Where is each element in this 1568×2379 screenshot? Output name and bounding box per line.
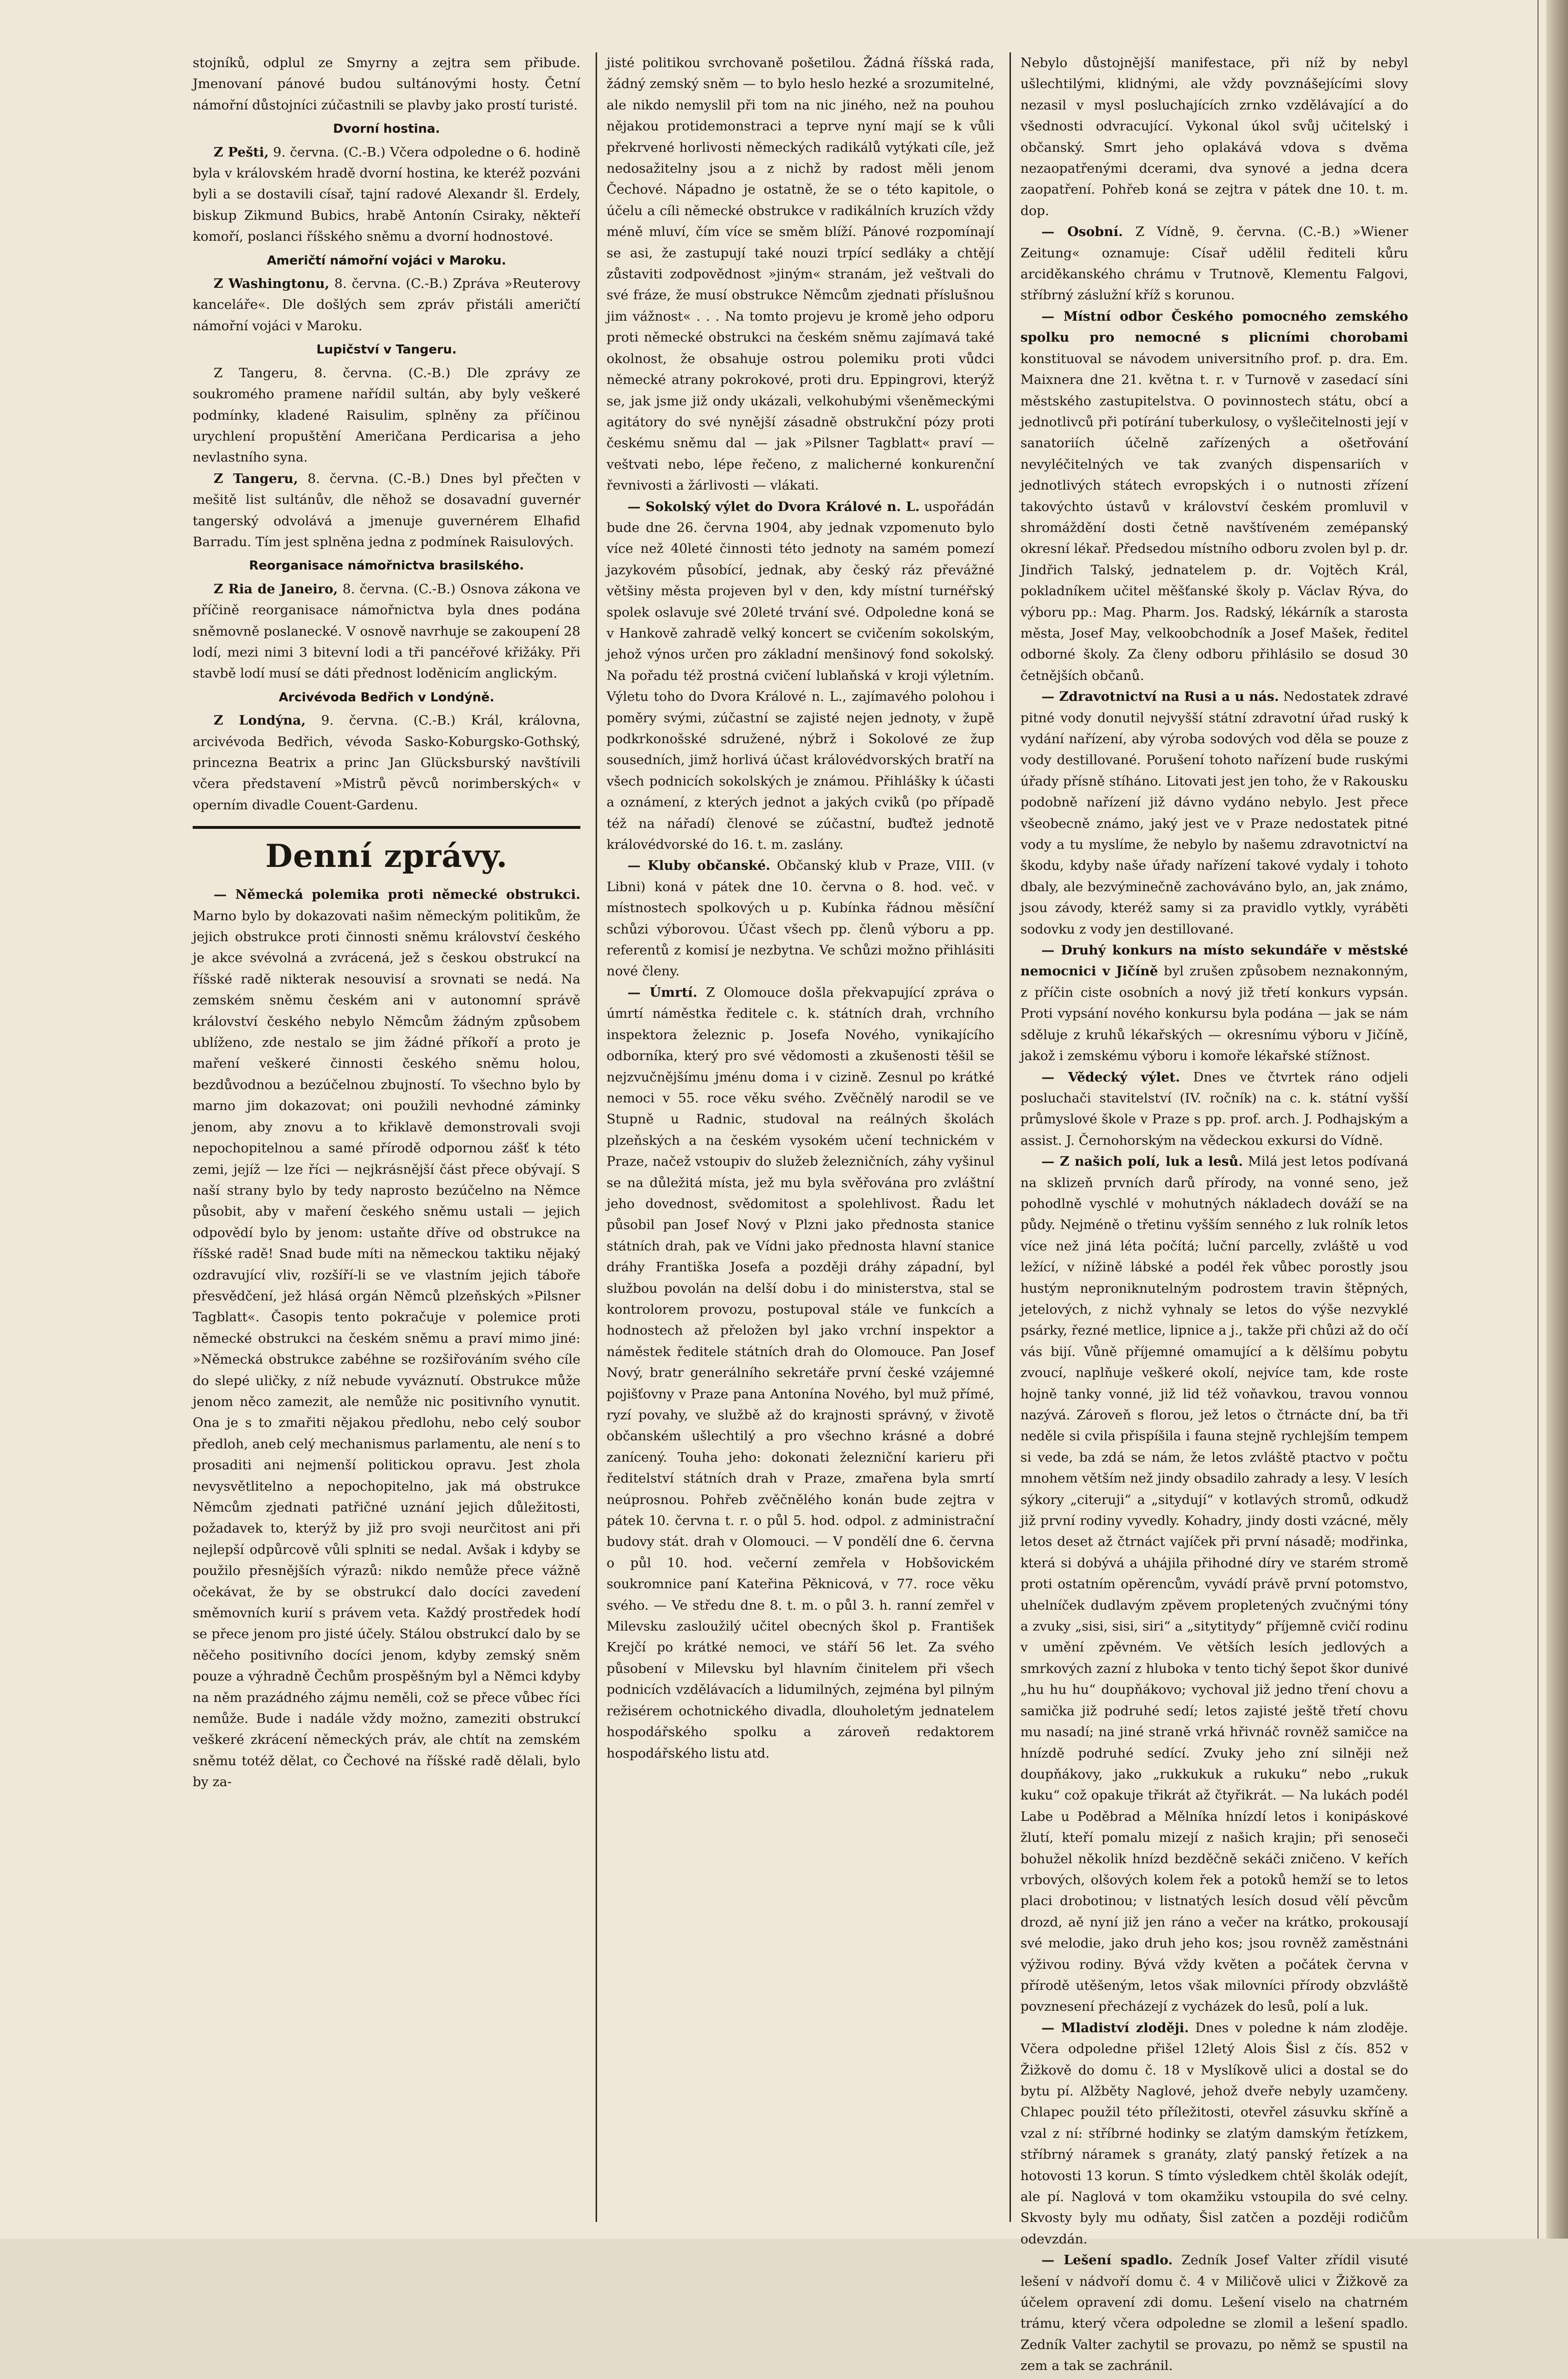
article-text: uspořádán bude dne 26. června 1904, aby jednak vzpomenuto bylo více než 40leté činnosti této jednoty na samém pomezí jazykovém působící, jednak, aby český ráz převážné většiny města projeven byl v den, kdy místní turnéřský spolek oslavuje své 20leté trvání své. Odpoledne koná se v Hankově zahradě velký koncert se cvičením sokolským, jehož výnos určen pro základní menšinový fond sokolský. Na pořadu též prostná cvičení lublaňská v kroji výletním. Výletu toho do Dvora Králové n. L., zajímavého polohou i poměry svými, zúčastní se zajisté nejen jednoty, v župě podkrkonošské sdružené, nýbrž i Sokolové ze žup sousedních, jimž horlivá účast královédvorských bratří na všech podnicích sokolských je známou. Přihlášky k účasti a oznámení, z kterých jednot a jakých cviků (po případě též na nářadí) členové se zúčastní, buďtež jednotě královédvorské do 16. t. m. zaslány. [607, 499, 994, 853]
column-rule [596, 52, 597, 2222]
article-lead: — Osobní. [1041, 224, 1123, 240]
article-lead: — Zdravotnictví na Rusi a u nás. [1041, 689, 1279, 705]
article-sokolsky-vylet [607, 496, 994, 855]
article-text: Z Olomouce došla překvapující zpráva o úmrtí náměstka ředitele c. k. státních drah, vrchního inspektora železnic p. Josefa Nového, vynikajícího odborníka, který pro své vědomosti a zkušenosti těšil se nejzvučnějšímu jménu doma i v cizině. Zesnul po krátké nemoci v 55. roce věku svého. Zvěčnělý narodil se ve Stupně u Radnic, studoval na reálných školách plzeňských a na českém vysokém učení technickém v Praze, načež vstoupiv do služeb železničních, záhy vyšinul se na důležitá místa, jež mu byla svěřována pro zvláštní jeho dovednost, svědomitost a spolehlivost. Řadu let působil pan Josef Nový v Plzni jako přednosta stanice státních drah, pak ve Vídni jako přednosta hlavní stanice dráhy Františka Josefa a později dráhy západní, byl službou povolán na delší dobu i do ministerstva, stal se kontrolorem provozu, postupoval stále ve funkcích a hodnostech až přeložen byl jako vrchní inspektor a náměstek ředitele státních drah do Olomouce. Pan Josef Nový, bratr generálního sekretáře první české vzájemné pojišťovny v Praze pana Antonína Nového, byl muž přímé, ryzí povahy, ve službě až do krajnosti správný, v životě občanském ušlechtilý a pro všechno krásné a dobré zanícený. Touha jeho: dokonati železniční karieru při ředitelství státních drah v Praze, zmařena byla smrtí neúprosnou. Pohřeb zvěčnělého konán bude zejtra v pátek 10. června t. r. o půl 5. hod. odpol. z administrační budovy stát. drah v Olomouci. — V pondělí dne 6. června o půl 10. hod. večerní zemřela v Hobšovickém soukromnice paní Kateřina Pěknicová, v 77. roce věku svého. — Ve středu dne 8. t. m. o půl 3. h. ranní zemřel v Milevsku zasloužilý učitel obecných škol p. František Krejčí po krátké nemoci, ve stáří 56 let. Za svého působení v Milevsku byl hlavním činitelem při všech podnicích vzdělávacích a lidumilných, zejména byl pilným režisérem ochotnického divadla, dlouholetým jednatelem hospodářského spolku a zároveň redaktorem hospodářského listu atd. [607, 984, 994, 1761]
article-kluby-obcanske [607, 855, 994, 982]
article-hosik-shozen [1020, 2377, 1408, 2379]
article-pest [193, 142, 580, 247]
article-text: Občanský klub v Praze, VIII. (v Libni) koná v pátek dne 10. června o 8. hod. več. v místnostech spolkových u p. Kubínka řádnou měsíční schůzi výborovou. Účast všech pp. členů výboru a pp. referentů z komisí je nezbytna. Ve schůzi možno přihlásiti nové členy. [607, 858, 994, 979]
dateline: Z Washingtonu, [214, 276, 330, 292]
article-mladistvi-zlodeji [1020, 2017, 1408, 2250]
article-umrti [607, 982, 994, 1764]
article-text: konstituoval se návodem universitního prof. p. dra. Em. Maixnera dne 21. května t. r. v Turnově v zasedací síni městského zastupitelstva. O povinnostech státu, obcí a jednotlivců při potírání tuberkulosy, o vyšlečitelnosti její v sanatoriích účelně zařízených a ošetřování nevyléčitelných ve tak zvaných dispensariích v jednotlivých státech evropských i o nutnosti zřízení takovýchto ústavů v království českém promluvil v shromáždění dosti četně navštíveném zemépanský okresní lékař. Předsedou místního odboru zvolen byl p. dr. Jindřich Talský, jednatelem p. dr. Vojtěch Král, pokladníkem učitel měšťanské školy p. Václav Rýva, do výboru pp.: Mag. Pharm. Jos. Radský, lékárník a starosta města, Josef May, velkoobchodník a Josef Mašek, ředitel odborné školy. Za členy odboru přihlásilo se dosud 30 četnějších občanů. [1020, 351, 1408, 683]
article-nemecka-polemika [193, 884, 580, 1792]
article-text: 8. června. (C.-B.) Zpráva »Reuterovy kanceláře«. Dle došlých sem zpráv přistáli američtí námořní vojáci v Maroku. [193, 276, 581, 334]
dateline: Z Londýna, [214, 713, 306, 728]
headline-reorganisace: Reorganisace námořnictva brasilského. [249, 559, 524, 573]
article-text: Milá jest letos podívaná na sklizeň prvních darů přírody, na vonné seno, jež pohodlně vyschlé v mohutných nákladech dováží se na půdy. Nejméně o třetinu vyšším senného z luk rolník letos více než jiná léta počítá; luční parcelly, zvláště u vod ležící, v nížině lábské a podél řek vůbec porostly jsou hustým neproniknutelným podrostem travin štěpných, jetelových, z nichž vyhnaly se letos do výše nezvyklé psárky, řezné metlice, lipnice a j., takže při chůzi až do očí vás bijí. Vůně příjemné omamující a k dělšímu pobytu zvoucí, naplňuje veškeré okolí, nejvíce tam, kde roste hojně tanky vonné, již lid též voňavkou, travou vonnou nazývá. Zároveň s florou, jež letos o čtrnácte dní, ba tři neděle si cvila přispíšila i fauna stejně rychlejším tempem si vede, ba zdá se nám, že letos zvláště ptactvo v počtu mnohem větším než jindy obsadilo zahrady a lesy. V lesích sýkory „citeruji“ a „sitydují“ v kotlavých stromů, odkudž již první rodiny vyvedly. Kohadry, jindy dosti vzácné, měly letos deset až čtrnáct vajíček při první násadě; modřinka, která si dobývá a uhájila přihodné díry ve starém stromě proti ostatním opěrencům, vyvádí právě první potomstvo, uhelníček dudlavým zpěvem propletených zvučnými tóny a zvuky „sisi, sisi, siri“ a „sitytitydy“ příjemně cvičí rodinu v umění zpěvném. Ve větších lesích jedlových a smrkových zazní z hluboka v tento tichý šepot škor dunivé „hu hu hu“ doupňákovo; vychoval již jedno tření chovu a samička již podruhé sedí; letos zajisté ještě třetí chovu mu nasadí; na jiné straně vrká hřivnáč rovněž samičce na hnízdě podruhé sedící. Zvuky jeho zní silněji než doupňákovy, jako „rukkukuk a rukuku“ nebo „rukuk kuku“ což opakuje třikrát až čtyřikrát. — Na lukách podél Labe u Poděbrad a Mělníka hnízdí letos i konipáskové žlutí, kteří pomalu mizejí z našich krajin; při senoseči bohužel několik hnízd bezděčně sekáči zničeno. V keřích vrbových, olšových kolem řek a potoků hemží se to letos placi drobotinou; v listnatých lesích dosud vělí pěvcům drozd, aě nyní již jen ráno a večer na krátko, prokousají své melodie, jako druh jeho kos; jsou rovněž zaměstnáni výživou rodiny. Bývá vždy květen a počátek června v přírodě utěšeným, letos však milovníci přírody obzvláště povznesení přecházejí z vycházek do lesů, polí a luk. [1020, 1154, 1409, 2015]
article-text: 8. června. (C.-B.) Dnes byl přečten v mešitě list sultánův, dle něhož se dosavadní guvernér tangerský odvolává a jmenuje guvernérem Elhafid Barradu. Tím jest splněna jedna z podmínek Raisulových. [193, 471, 580, 550]
article-lead: — Kluby občanské. [627, 858, 771, 874]
article-text: 9. června. (C.-B.) Včera odpoledne o 6. hodině byla v královském hradě dvorní hostina, ke kteréž pozváni byli a se dostavili císař, tajní radové Alexandr šl. Erdely, biskup Zikmund Bubics, hrabě Antonín Csiraky, někteří komoří, poslanci říšského sněmu a dvorní hodnostové. [193, 144, 581, 245]
article-zdravotnictvi [1020, 686, 1408, 940]
dateline: Z Tangeru, [214, 471, 298, 486]
headline-dvorni-hostina: Dvorní hostina. [333, 122, 440, 137]
article-washington [193, 273, 580, 336]
article-leseni-spadlo [1020, 2250, 1408, 2376]
article-text: Nedostatek zdravé pitné vody donutil nejvyšší státní zdravotní úřad ruský k vydání nařízení, aby výroba sodových vod děla se pouze z vody destillované. Porušení tohoto nařízení bude ruskými úřady přísně stíháno. Litovati jest jen toho, že v Rakousku podobně nařízení již dávno vydáno nebylo. Jest přece všeobecně známo, jaký jest ve v Praze nedostatek pitné vody a tu myslíme, že nebylo by našemu zdravotnictví na škodu, kdyby naše úřady nařízení takové vydaly i tohoto dbaly, ale bezvýminečně zachováváno bylo, an, jak známo, jsou závody, kteréž samy si za pravidlo vytkly, vyráběti sodovku z vody jen destillované. [1020, 689, 1408, 937]
article-continuation: jisté politikou svrchovaně pošetilou. Žádná říšská rada, žádný zemský sněm — to bylo heslo hezké a srozumitelné, ale nikdo nemyslil při tom na nic jiného, než na pouhou nějakou protidemonstraci a teprve nyní mají se k vůli překrvené horlivosti německých radikálů vytýkati cíle, jež nedosažitelny jsou a z nichž by radost měli jenom Čechové. Nápadno je ostatně, že se o této kapitole, o účelu a cíli německé obstrukce v radikálních kruzích vždy méně mluví, čím více se směm blíží. Pánové rozpomínají se asi, že zastupují také nouzi trpící sedláky a chtějí zůstaviti zodpovědnost »jiným« stranám, jež veštvali do své fráze, že musí obstrukce Němcům zjednati příslušnou jim vážnost« . . . Na tomto projevu je kromě jeho odporu proti německé obstrukci na českém sněmu zajímavá také okolnost, že obsahuje ostrou polemiku proti vůdci německé atrany pokrokové, proti dru. Eppingrovi, kterýž se, jak jsme již ondy ukázali, velkohubými všeněmeckými agitátory do své nynější zásadně obstrukční pózy proti českému sněmu dal — jak »Pilsner Tagblatt« praví — veštvati nebo, lépe řečeno, z malicherné konkurenční řevnivosti a žárlivosti — vlákati. [607, 55, 994, 493]
article-text: Zedník Josef Valter zřídil visuté lešení v nádvoří domu č. 4 v Miličově ulici v Žižkově za účelem opravení zdi domu. Lešení viselo na chatrném trámu, který včera odpoledne se zlomil a lešení spadlo. Zedník Valter zachytil se provazu, po němž se spustil na zem a tak se zachránil. [1020, 2252, 1408, 2374]
page-edge [1538, 0, 1539, 2239]
article-lead: — Z našich polí, luk a lesů. [1041, 1154, 1243, 1170]
article-osobni [1020, 221, 1408, 306]
article-text: 8. června. (C.-B.) Osnova zákona ve příčině reorganisace námořnictva byla dnes podána sněmovně poslanecké. V osnově navrhuje se zakoupení 28 lodí, mezi nimi 3 bitevní lodi a tři pancéřové křižáky. Při stavbě lodí musí se dáti přednost loděnicím anglickým. [193, 581, 581, 681]
article-lead: — Německá polemika proti německé obstrukci. [214, 887, 580, 903]
article-rio [193, 579, 580, 684]
article-text: 9. června. (C.-B.) Král, královna, arcivévoda Bedřich, vévoda Sasko-Koburgsko-Gothský, princezna Beatrix a princ Jan Glücksburský navštívili včera představení »Mistrů pěvců norimberských« v operním divadle Couent-Gardenu. [193, 713, 580, 813]
article-text: byl zrušen způsobem neznakonným, z příčin ciste osobních a nový již třetí konkurs vypsán. Proti vypsání nového konkursu byla podána — jak se nám sděluje z kruhů lékařských — okresnímu výboru v Jičíně, jakož i zemskému výboru i komoře lékařské stížnost. [1020, 963, 1408, 1064]
article-lead: — Vědecký výlet. [1041, 1069, 1180, 1085]
article-tanger-1: Z Tangeru, 8. června. (C.-B.) Dle zprávy ze soukromého pramene nařídil sultán, aby byly veškeré podmínky, kladené Raisulim, splněny za příčinou urychlení propuštění Američana Perdicarisa a jeho nevlastního syna. [193, 365, 580, 465]
book-binding [1546, 0, 1568, 2239]
article-london [193, 710, 580, 816]
article-vedecky-vylet [1020, 1067, 1408, 1151]
article-z-nasich-poli [1020, 1151, 1408, 2017]
article-continuation: Nebylo důstojnější manifestace, při níž by nebyl ušlechtilými, klidnými, ale vždy povznášejícími slovy nezasil v mysl posluchajících zrnko vzdělávající a do všednosti odvracující. Vykonal úkol svůj učitelský i občanský. Smrt jeho oplakává vdova s dvěma nezaopatřenými dcerami, dva synové a jedna dcera zaopatření. Pohřeb koná se zejtra v pátek dne 10. t. m. dop. [1020, 55, 1408, 218]
article-continuation: stojníků, odplul ze Smyrny a zejtra sem přibude. Jmenovaní pánové budou sultánovými hosty. Četní námořní důstojníci zúčastnili se plavby jako prostí turisté. [193, 55, 580, 113]
dateline: Z Pešti, [214, 144, 269, 160]
section-title-denni-zpravy: Denní zprávy. [265, 837, 508, 875]
article-text: Dnes v poledne k nám zloděje. Včera odpoledne přišel 12letý Alois Šisl z čís. 852 v Žižkově do domu č. 18 v Myslíkově ulici a dostal se do bytu pí. Alžběty Naglové, jehož dveře nebyly uzamčeny. Chlapec použil této příležitosti, otevřel zásuvku skříně a vzal z ní: stříbrné hodinky se zlatým damským řetízkem, stříbrný náramek s granáty, zlatý panský řetízek a na hotovosti 13 korun. S tímto výsledkem chtěl školák odejít, ale pí. Naglová v tom okamžiku vstoupila do své celny. Skvosty byly mu odňaty, Šisl zatčen a později rodičům odevzdán. [1020, 2020, 1408, 2247]
article-konkurs [1020, 940, 1408, 1066]
article-lead: — Úmrtí. [627, 984, 697, 1000]
article-lead: — Sokolský výlet do Dvora Králové n. L. [627, 499, 920, 514]
article-mistni-odbor [1020, 306, 1408, 686]
dateline: Z Ria de Janeiro, [214, 581, 338, 597]
column-left [193, 52, 580, 2222]
column-middle [607, 52, 994, 2222]
headline-arcivevoda: Arcivévoda Bedřich v Londýně. [278, 690, 495, 705]
column-right [1020, 52, 1409, 2374]
headline-americti-vojaci: Američtí námořní vojáci v Maroku. [266, 253, 507, 268]
article-text: Marno bylo by dokazovati našim německým politikům, že jejich obstrukce proti činnosti sněmu království českého je akce svévolná a zvrácená, jež s českou obstrukcí na říšské radě nikterak nesouvisí a srovnati se nedá. Na zemském sněmu českém ani v autonomní správě království českého nebylo Němcům žádným způsobem ublíženo, zde nestalo se jim žádné příkoří a proto je maření veškeré činnosti českého sněmu holou, bezdůvodnou a bezúčelnou zbujností. To všechno bylo by marno jim dokazovat; oni použili nevhodné záminky jenom, aby znovu a to křiklavě demonstrovali svoji nepochopitelnou a samé přírodě odpornou zášť k této zemi, jejíž — lze říci — nejkrásnější část přece obývají. S naší strany bylo by tedy naprosto bezúčelno na Němce působit, aby v maření českého sněmu ustali — jejich odpovědí bylo by jenom: ustaňte dříve od obstrukce na říšské radě! Snad bude míti na německou taktiku nějaký ozdravující vliv, rozšíří-li se ve vlastním jejich táboře přesvědčení, jež hlásá orgán Němců plzeňských »Pilsner Tagblatt«. Časopis tento pokračuje v polemice proti německé obstrukci na českém sněmu a praví mimo jiné: »Německá obstrukce zabéhne se rozšiřováním svého cíle do slepé uličky, z níž nebude vyváznutí. Obstrukce může jenom něco zamezit, ale nemůže nic positivního vynutit. Ona je s to zmařiti nějakou předlohu, nebo celý soubor předloh, aneb celý mechanismus parlamentu, ale není s to prosaditi ani nejmenší politickou opravu. Jest zhola nevysvětlitelno a nepochopitelno, jak má obstrukce Němcům zjednati patřičné uznání jejich důležitosti, požadavek to, kterýž by již pro svoji neurčitost ani při nejlepší odpůrcově vůli splniti se nedal. Avšak i kdyby se použilo přesnějších výrazů: nikdo nemůže přece vážně očekávat, že by se obstrukcí dalo docíci zavedení směmovních kurií s právem veta. Každý prostředek hodí se přece jenom pro jisté účely. Stálou obstrukcí dalo by se něčeho positivního docíci jenom, kdyby zemský sněm pouze a výhradně Čechům prospěšným byl a Němci kdyby na něm prazádného zájmu neměli, což se přece vůbec říci nemůže. Bude i nadále vždy možno, zameziti obstrukcí veškeré zkrácení německých práv, ale chtít na zemském sněmu totéž dělat, co Čechové na říšské radě dělali, bylo by za- [193, 908, 580, 1790]
article-lead: — Místní odbor Českého pomocného zemského spolku pro nemocné s plicními chorobami [1020, 308, 1408, 345]
article-lead: — Druhý konkurs na místo sekundáře v městské nemocnici v Jičíně [1020, 943, 1408, 979]
article-lead: — Mladiství zloději. [1041, 2020, 1189, 2035]
article-text: Dnes ve čtvrtek ráno odjeli posluchači stavitelství (IV. ročník) na c. k. státní vyšší průmyslové škole v Praze s pp. prof. arch. J. Podhajským a assist. J. Černohorským na vědeckou exkursi do Vídně. [1020, 1069, 1409, 1148]
section-divider [193, 826, 580, 829]
column-rule [1009, 52, 1011, 2222]
article-text: Z Vídně, 9. června. (C.-B.) »Wiener Zeitung« oznamuje: Císař udělil řediteli kůru arciděkanského chrámu v Trutnově, Klementu Falgovi, stříbrný záslužní kříž s korunou. [1020, 224, 1408, 303]
article-lead: — Lešení spadlo. [1041, 2252, 1173, 2268]
article-tanger-2 [193, 468, 580, 553]
headline-lupicstvi: Lupičství v Tangeru. [316, 343, 457, 357]
